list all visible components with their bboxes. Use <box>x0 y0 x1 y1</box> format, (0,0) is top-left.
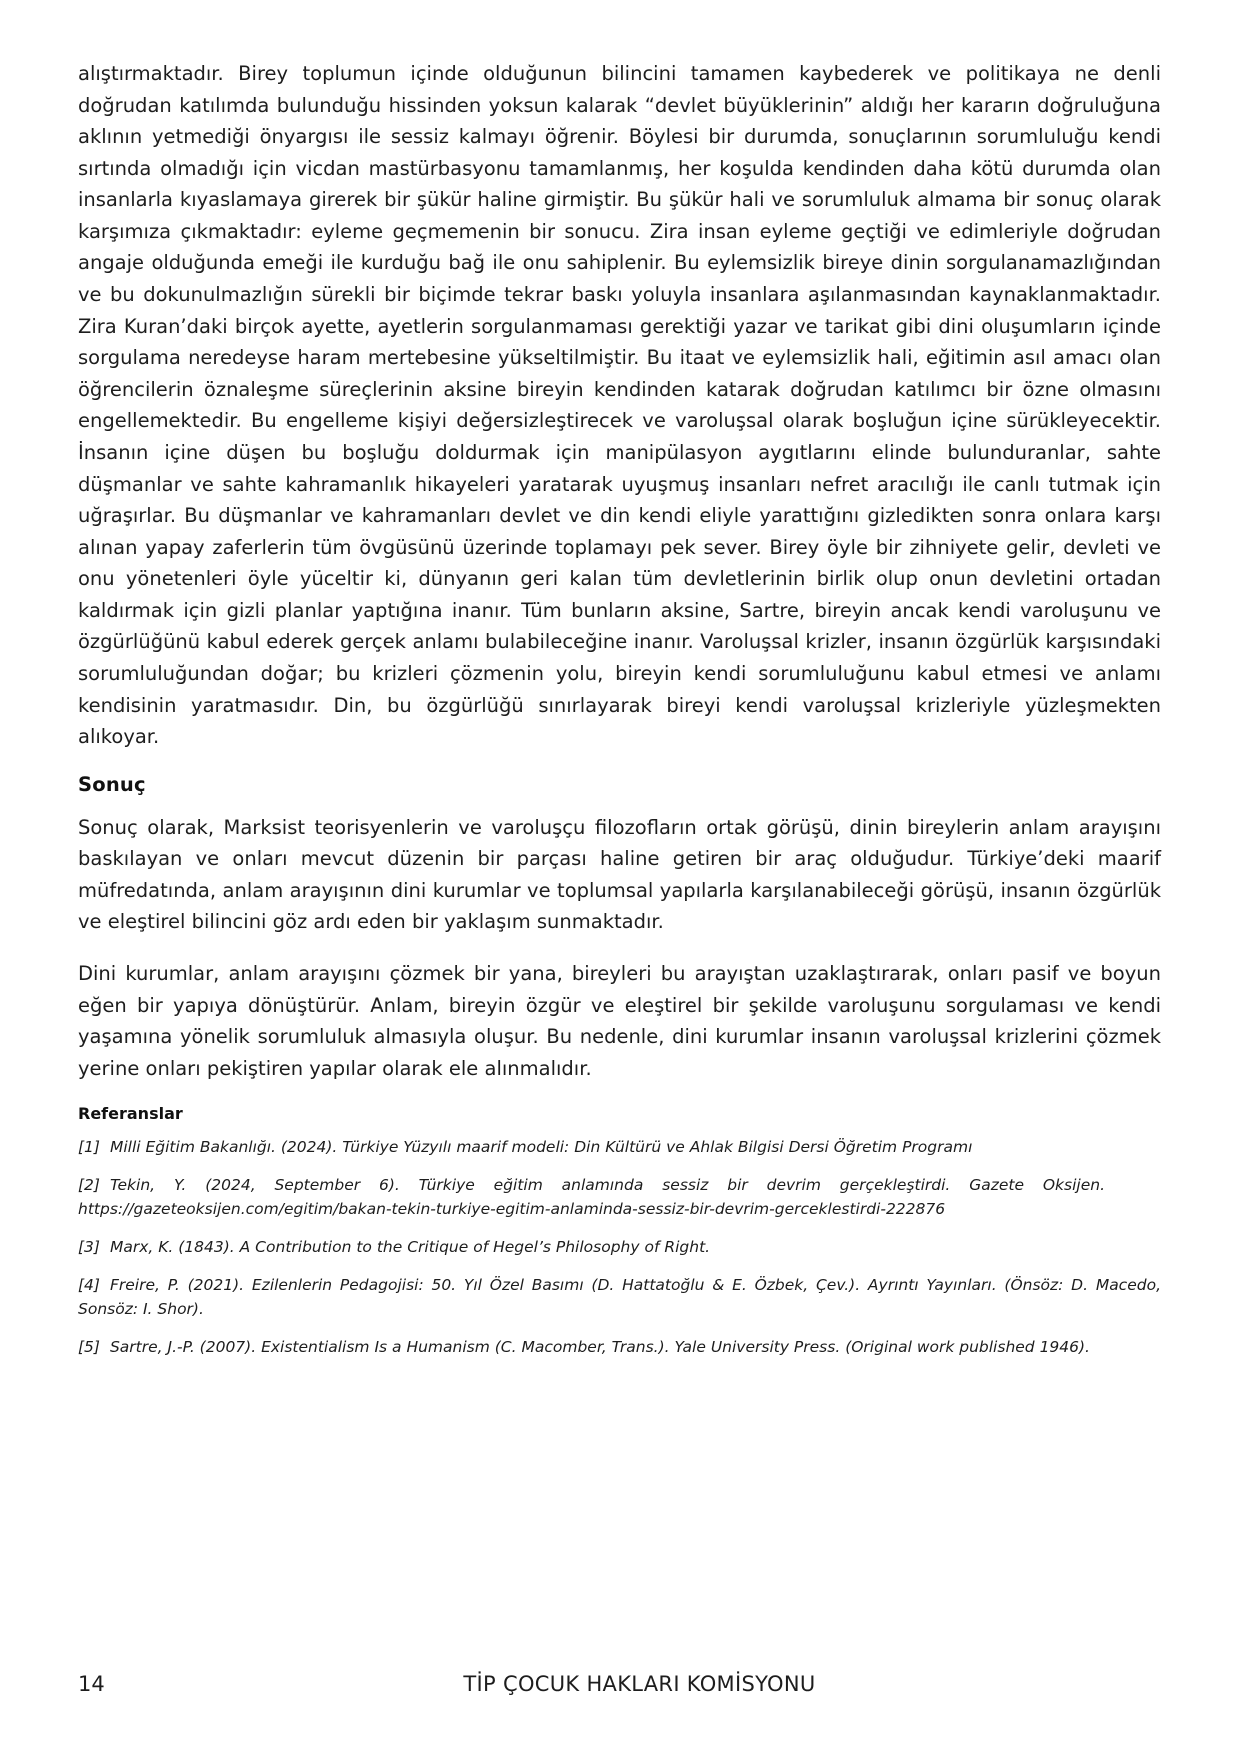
page-number: 14 <box>78 1672 105 1696</box>
reference-text: Marx, K. (1843). A Contribution to the Critique of Hegel’s Philosophy of Right. <box>109 1238 711 1257</box>
page-footer <box>78 1672 1161 1696</box>
reference-text: Freire, P. (2021). Ezilenlerin Pedagojisi: 50. Yıl Özel Basımı (D. Hattatoğlu & E. Özbek, Çev.). Ayrıntı Yayınları. (Önsöz: D. Macedo, Sonsöz: I. Shor). <box>78 1276 1161 1319</box>
reference-item-1 <box>78 1135 1161 1159</box>
reference-marker: [5] <box>78 1338 100 1357</box>
conclusion-paragraph-1: Sonuç olarak, Marksist teorisyenlerin ve varoluşçu filozofların ortak görüşü, dinin bireylerin anlam arayışını baskılayan ve onları mevcut düzenin bir parçası haline getiren bir araç olduğudur. Türkiye’deki maarif müfredatında, anlam arayışının dini kurumlar ve toplumsal yapılarla karşılanabileceği görüşü, insanın özgürlük ve eleştirel bilincini göz ardı eden bir yaklaşım sunmaktadır. <box>78 815 1161 934</box>
reference-marker: [4] <box>78 1276 100 1295</box>
section-heading-sonuc: Sonuç <box>78 772 146 796</box>
reference-marker: [2] <box>78 1176 100 1195</box>
reference-marker: [1] <box>78 1138 100 1157</box>
body-paragraph-continued: alıştırmaktadır. Birey toplumun içinde olduğunun bilincini tamamen kaybederek ve politikaya ne denli doğrudan katılımda bulunduğu hissinden yoksun kalarak “devlet büyüklerinin” aldığı her kararın doğruluğuna aklının yetmediği önyargısı ile sessiz kalmayı öğrenir. Böylesi bir durumda, sonuçlarının sorumluluğu kendi sırtında olmadığı için vicdan mastürbasyonu tamamlanmış, her koşulda kendinden daha kötü durumda olan insanlarla kıyaslamaya girerek bir şükür haline girmiştir. Bu şükür hali ve sorumluluk almama bir sonuç olarak karşımıza çıkmaktadır: eyleme geçmemenin bir sonucu. Zira insan eyleme geçtiği ve edimleriyle doğrudan angaje olduğunda emeği ile kurduğu bağ ile onu sahiplenir. Bu eylemsizlik bireye dinin sorgulanamazlığından ve bu dokunulmazlığın sürekli bir biçimde tekrar baskı yoluyla insanlara aşılanmasından kaynaklanmaktadır. Zira Kuran’daki birçok ayette, ayetlerin sorgulanmaması gerektiği yazar ve tarikat gibi dini oluşumların içinde sorgulama neredeyse haram mertebesine yükseltilmiştir. Bu itaat ve eylemsizlik hali, eğitimin asıl amacı olan öğrencilerin öznaleşme süreçlerinin aksine bireyin kendinden katarak doğrudan katılımcı bir özne olmasını engellemektedir. Bu engelleme kişiyi değersizleştirecek ve varoluşsal olarak boşluğun içine sürükleyecektir. İnsanın içine düşen bu boşluğu doldurmak için manipülasyon aygıtlarını elinde bulunduranlar, sahte düşmanlar ve sahte kahramanlık hikayeleri yaratarak uyuşmuş insanları nefret aracılığı ile canlı tutmak için uğraşırlar. Bu düşmanlar ve kahramanları devlet ve din kendi eliyle yarattığını gizledikten sonra onlara karşı alınan yapay zaferlerin tüm övgüsünü üzerinde toplamayı pek sever. Birey öyle bir zihniyete gelir, devleti ve onu yönetenleri öyle yüceltir ki, dünyanın geri kalan tüm devletlerinin birlik olup onun devletini ortadan kaldırmak için gizli planlar yaptığına inanır. Tüm bunların aksine, Sartre, bireyin ancak kendi varoluşunu ve özgürlüğünü kabul ederek gerçek anlamı bulabileceğine inanır. Varoluşsal krizler, insanın özgürlük karşısındaki sorumluluğundan doğar; bu krizleri çözmenin yolu, bireyin kendi sorumluluğunu kabul etmesi ve anlamı kendisinin yaratmasıdır. Din, bu özgürlüğü sınırlayarak bireyi kendi varoluşsal krizleriyle yüzleşmekten alıkoyar. <box>78 62 1161 749</box>
reference-text: Sartre, J.-P. (2007). Existentialism Is a Humanism (C. Macomber, Trans.). Yale University Press. (Original work published 1946). <box>109 1338 1090 1357</box>
reference-item-5 <box>78 1335 1161 1359</box>
references-heading: Referanslar <box>78 1104 183 1124</box>
footer-organization-title: TİP ÇOCUK HAKLARI KOMİSYONU <box>463 1672 816 1696</box>
conclusion-paragraph-2: Dini kurumlar, anlam arayışını çözmek bir yana, bireyleri bu arayıştan uzaklaştırarak, onları pasif ve boyun eğen bir yapıya dönüştürür. Anlam, bireyin özgür ve eleştirel bir şekilde varoluşunu sorgulaması ve kendi yaşamına yönelik sorumluluk almasıyla oluşur. Bu nedenle, dini kurumlar insanın varoluşsal krizlerini çözmek yerine onları pekiştiren yapılar olarak ele alınmalıdır. <box>78 962 1161 1080</box>
reference-marker: [3] <box>78 1238 100 1257</box>
reference-text: Milli Eğitim Bakanlığı. (2024). Türkiye Yüzyılı maarif modeli: Din Kültürü ve Ahlak Bilgisi Dersi Öğretim Programı <box>109 1138 973 1157</box>
reference-text: Tekin, Y. (2024, September 6). Türkiye eğitim anlamında sessiz bir devrim gerçekleştirdi. Gazete Oksijen. <box>109 1176 1105 1195</box>
reference-item-2 <box>78 1173 1161 1221</box>
reference-url[interactable]: https://gazeteoksijen.com/egitim/bakan-tekin-turkiye-egitim-anlaminda-sessiz-bir-devrim-gerceklestirdi-222876 <box>78 1200 946 1219</box>
reference-item-4 <box>78 1273 1161 1321</box>
reference-item-3 <box>78 1235 1161 1259</box>
